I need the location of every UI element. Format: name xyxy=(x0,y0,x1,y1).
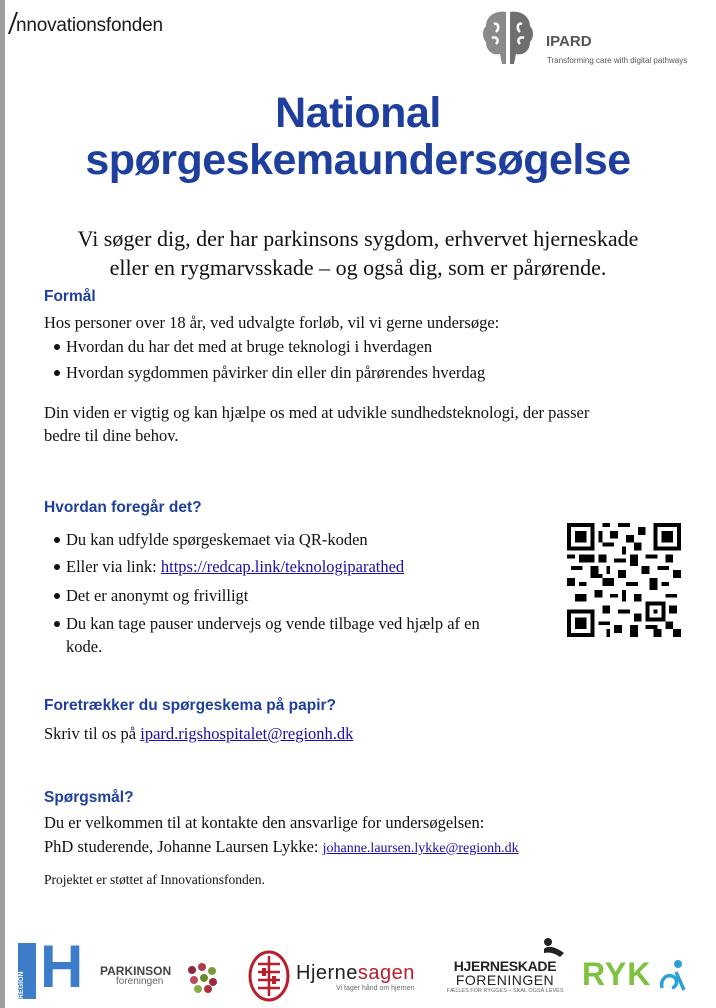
ipard-brain-icon xyxy=(478,6,538,68)
list-item: Du kan tage pauser undervejs og vende tilbage ved hjælp af en kode. xyxy=(54,612,564,658)
bullet-icon xyxy=(54,621,60,627)
survey-link[interactable]: https://redcap.link/teknologiparathed xyxy=(160,557,405,576)
spoergsmaal-line1: Du er velkommen til at kontakte den ansvarlige for undersøgelsen: xyxy=(44,813,485,832)
intro-text: Vi søger dig, der har parkinsons sygdom, erhvervet hjerneskade eller en rygmarvsskade – og også dig, som er pårørende. xyxy=(77,226,639,280)
hjernesagen-emblem-icon xyxy=(248,950,290,1002)
hjerneskade-logo: HJERNESKADE FORENINGEN FÆLLES FOR RYGGES – SKAL OGSÅ LEVES xyxy=(446,958,564,994)
ryk-logo: RYK xyxy=(582,956,652,992)
ipard-tagline: Transforming care with digital pathways xyxy=(547,56,688,65)
list-item: Du kan udfylde spørgeskemaet via QR-koden xyxy=(54,528,368,551)
papir-heading: Foretrækker du spørgeskema på papir? xyxy=(44,697,337,714)
list-item: Hvordan sygdommen påvirker din eller din pårørendes hverdag xyxy=(54,361,485,384)
contact-email-link[interactable]: johanne.laursen.lykke@regionh.dk xyxy=(322,841,519,856)
hjerneskade-figure-icon xyxy=(540,937,566,959)
support-note: Projektet er støttet af Innovationsfonden. xyxy=(44,872,265,887)
list-item: Eller via link: https://redcap.link/teknologiparathed xyxy=(54,555,404,578)
parkinson-logo: PARKINSON foreningen xyxy=(100,964,172,987)
page-title: National spørgeskemaundersøgelse xyxy=(85,89,631,184)
formaal-heading: Formål xyxy=(44,288,96,305)
ipard-name: IPARD xyxy=(546,33,592,50)
list-item: Det er anonymt og frivilligt xyxy=(54,584,248,607)
ryk-figure-icon xyxy=(656,958,690,994)
bullet-icon xyxy=(54,370,60,376)
hvordan-heading: Hvordan foregår det? xyxy=(44,499,202,516)
parkinson-dots-icon xyxy=(184,960,220,996)
bullet-icon xyxy=(54,344,60,350)
papir-email-link[interactable]: ipard.rigshospitalet@regionh.dk xyxy=(140,724,354,743)
bullet-icon xyxy=(54,537,60,543)
hjernesagen-logo: Hjernesagen Vi tager hånd om hjernen xyxy=(296,962,415,992)
list-item: Hvordan du har det med at bruge teknologi i hverdagen xyxy=(54,335,432,358)
qr-code[interactable] xyxy=(567,523,681,637)
spoergsmaal-heading: Spørgsmål? xyxy=(44,789,134,806)
innovationsfonden-logo: nnovationsfonden xyxy=(12,12,163,37)
bullet-icon xyxy=(54,564,60,570)
formaal-lead: Hos personer over 18 år, ved udvalgte forløb, vil vi gerne undersøge: xyxy=(44,313,500,332)
papir-text: Skriv til os på ipard.rigshospitalet@regionh.dk xyxy=(44,724,354,743)
formaal-text: Din viden er vigtig og kan hjælpe os med at udvikle sundhedsteknologi, der passer bedre til dine behov. xyxy=(44,403,590,445)
bullet-icon xyxy=(54,593,60,599)
spoergsmaal-line2: PhD studerende, Johanne Laursen Lykke: johanne.laursen.lykke@regionh.dk xyxy=(44,837,519,856)
region-h-logo: REGION H xyxy=(18,933,84,1000)
